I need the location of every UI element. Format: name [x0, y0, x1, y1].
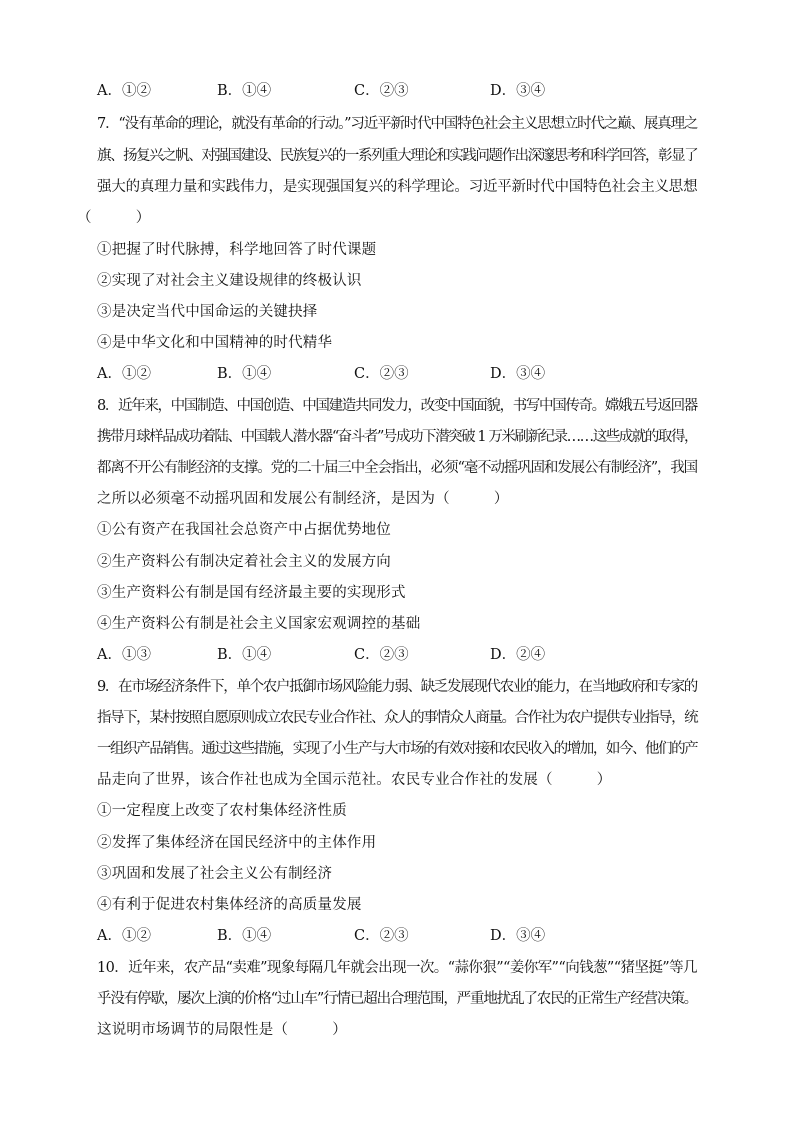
q7-item: ③是决定当代中国命运的关键抉择 [97, 304, 318, 320]
q8-item: ①公有资产在我国社会总资产中占据优势地位 [97, 522, 391, 538]
q7-item: ②实现了对社会主义建设规律的终极认识 [97, 273, 362, 289]
q7-answer-blank: （ ） [77, 210, 151, 226]
option-b[interactable]: B．①④ [217, 83, 272, 99]
q10-stem-line: 乎没有停歇，屡次上演的价格“过山车”行情已超出合理范围，严重地扰乱了农民的正常生产经营决策。 [97, 991, 698, 1007]
q10-stem-line: 这说明市场调节的局限性是（ ） [97, 1022, 347, 1038]
q8-stem-line: 8．近年来，中国制造、中国创造、中国建造共同发力，改变中国面貌，书写中国传奇。嫦娥五号返回器 [97, 398, 697, 414]
option-d[interactable]: D．③④ [490, 366, 546, 382]
q8-stem-line: 携带月球样品成功着陆、中国载人潜水器“奋斗者”号成功下潜突破 1 万米刷新纪录……这些成就的取得， [97, 429, 698, 445]
option-a[interactable]: A．①② [97, 928, 151, 944]
option-c[interactable]: C．②③ [354, 83, 409, 99]
q9-stem-line: 品走向了世界，该合作社也成为全国示范社。农民专业合作社的发展（ ） [97, 772, 612, 788]
q9-item: ①一定程度上改变了农村集体经济性质 [97, 803, 347, 819]
q8-item: ④生产资料公有制是社会主义国家宏观调控的基础 [97, 616, 421, 632]
q7-item: ①把握了时代脉搏，科学地回答了时代课题 [97, 242, 377, 258]
option-a[interactable]: A．①② [97, 83, 151, 99]
q7-item: ④是中华文化和中国精神的时代精华 [97, 335, 333, 351]
q8-item: ②生产资料公有制决定着社会主义的发展方向 [97, 554, 391, 570]
q7-stem-line: 强大的真理力量和实践伟力，是实现强国复兴的科学理论。习近平新时代中国特色社会主义思想 [97, 179, 698, 195]
option-b[interactable]: B．①④ [217, 928, 272, 944]
q9-item: ③巩固和发展了社会主义公有制经济 [97, 866, 333, 882]
q9-stem-line: 一组织产品销售。通过这些措施，实现了小生产与大市场的有效对接和农民收入的增加，如今、他们的产 [97, 741, 698, 757]
q7-stem-line: 7．“没有革命的理论，就没有革命的行动。”习近平新时代中国特色社会主义思想立时代之巅、展真理之 [97, 116, 698, 132]
q9-stem-line: 9．在市场经济条件下，单个农户抵御市场风险能力弱、缺乏发展现代农业的能力，在当地政府和专家的 [97, 679, 697, 695]
q9-stem-line: 指导下，某村按照自愿原则成立农民专业合作社、众人的事情众人商量。合作社为农户提供专业指导，统 [97, 710, 698, 726]
option-c[interactable]: C．②③ [354, 366, 409, 382]
option-d[interactable]: D．③④ [490, 928, 546, 944]
option-d[interactable]: D．②④ [490, 647, 546, 663]
q8-stem-line: 之所以必须毫不动摇巩固和发展公有制经济，是因为（ ） [97, 491, 509, 507]
q8-item: ③生产资料公有制是国有经济最主要的实现形式 [97, 585, 406, 601]
q7-stem-line: 旗、扬复兴之帆、对强国建设、民族复兴的一系列重大理论和实践问题作出深邃思考和科学回答，彰显了 [97, 148, 698, 164]
option-d[interactable]: D．③④ [490, 83, 546, 99]
option-a[interactable]: A．①② [97, 366, 151, 382]
option-c[interactable]: C．②③ [354, 647, 409, 663]
q9-item: ④有利于促进农村集体经济的高质量发展 [97, 897, 362, 913]
q9-item: ②发挥了集体经济在国民经济中的主体作用 [97, 835, 377, 851]
q8-stem-line: 都离不开公有制经济的支撑。党的二十届三中全会指出，必须“毫不动摇巩固和发展公有制经济”，我国 [97, 460, 698, 476]
option-b[interactable]: B．①④ [217, 366, 272, 382]
option-c[interactable]: C．②③ [354, 928, 409, 944]
option-b[interactable]: B．①④ [217, 647, 272, 663]
q10-stem-line: 10．近年来，农产品“卖难”现象每隔几年就会出现一次。“蒜你狠”“姜你军”“向钱葱”“猪坚挺”等几 [97, 960, 697, 976]
option-a[interactable]: A．①③ [97, 647, 151, 663]
